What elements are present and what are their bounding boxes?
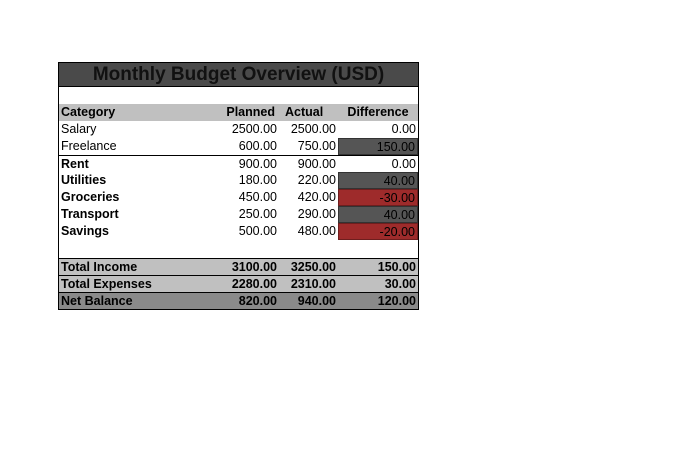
cell-planned[interactable]: 2500.00 xyxy=(231,122,277,136)
expense-row xyxy=(58,189,419,206)
cell-actual[interactable]: 480.00 xyxy=(297,224,336,238)
cell-planned[interactable]: 600.00 xyxy=(238,139,277,153)
cell-category[interactable]: Utilities xyxy=(61,173,107,187)
cell-actual[interactable]: 420.00 xyxy=(297,190,336,204)
net-balance-row xyxy=(58,293,419,310)
sheet-title: Monthly Budget Overview (USD) xyxy=(58,62,419,87)
cell-category[interactable]: Rent xyxy=(61,157,89,171)
header-planned: Planned xyxy=(226,105,275,119)
cell-planned[interactable]: 900.00 xyxy=(238,157,277,171)
cell-planned[interactable]: 3100.00 xyxy=(231,260,277,274)
cell-difference[interactable]: -30.00 xyxy=(338,189,418,206)
section-spacer xyxy=(58,240,419,259)
cell-actual[interactable]: 220.00 xyxy=(297,173,336,187)
title-spacer xyxy=(58,87,419,104)
cell-planned[interactable]: 2280.00 xyxy=(231,277,277,291)
expense-row xyxy=(58,206,419,223)
cell-difference[interactable]: 150.00 xyxy=(377,260,416,274)
cell-difference[interactable]: 120.00 xyxy=(377,294,416,308)
cell-category[interactable]: Salary xyxy=(61,122,97,136)
cell-actual[interactable]: 2500.00 xyxy=(290,122,336,136)
cell-planned[interactable]: 500.00 xyxy=(238,224,277,238)
cell-planned[interactable]: 180.00 xyxy=(238,173,277,187)
total-row xyxy=(58,259,419,276)
cell-difference[interactable]: -20.00 xyxy=(338,223,418,240)
cell-difference[interactable]: 0.00 xyxy=(391,122,416,136)
cell-category[interactable]: Freelance xyxy=(61,139,117,153)
cell-actual[interactable]: 2310.00 xyxy=(290,277,336,291)
cell-category[interactable]: Transport xyxy=(61,207,119,221)
cell-category[interactable]: Groceries xyxy=(61,190,120,204)
cell-planned[interactable]: 450.00 xyxy=(238,190,277,204)
header-row xyxy=(58,104,419,121)
expense-row xyxy=(58,172,419,189)
cell-difference[interactable]: 0.00 xyxy=(391,157,416,171)
cell-category[interactable]: Total Income xyxy=(61,260,138,274)
cell-difference[interactable]: 30.00 xyxy=(384,277,416,291)
expense-row xyxy=(58,223,419,240)
header-actual: Actual xyxy=(285,105,324,119)
cell-planned[interactable]: 250.00 xyxy=(238,207,277,221)
cell-actual[interactable]: 750.00 xyxy=(297,139,336,153)
cell-category[interactable]: Savings xyxy=(61,224,109,238)
income-row xyxy=(58,138,419,155)
cell-actual[interactable]: 940.00 xyxy=(297,294,336,308)
cell-difference[interactable]: 150.00 xyxy=(338,138,418,155)
expense-row xyxy=(58,155,419,172)
cell-planned[interactable]: 820.00 xyxy=(238,294,277,308)
total-row xyxy=(58,276,419,293)
cell-category[interactable]: Net Balance xyxy=(61,294,133,308)
budget-sheet xyxy=(58,62,419,310)
cell-actual[interactable]: 900.00 xyxy=(297,157,336,171)
cell-difference[interactable]: 40.00 xyxy=(338,172,418,189)
cell-actual[interactable]: 3250.00 xyxy=(290,260,336,274)
cell-difference[interactable]: 40.00 xyxy=(338,206,418,223)
income-row xyxy=(58,121,419,138)
header-difference: Difference xyxy=(347,105,409,119)
cell-category[interactable]: Total Expenses xyxy=(61,277,152,291)
header-category: Category xyxy=(61,105,116,119)
cell-actual[interactable]: 290.00 xyxy=(297,207,336,221)
